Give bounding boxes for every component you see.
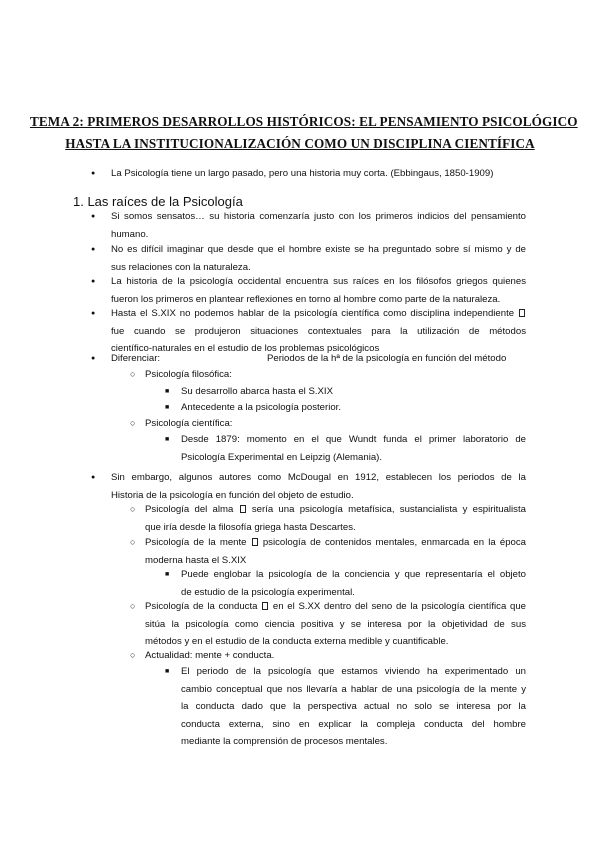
intro-text: La Psicología tiene un largo pasado, pero una historia muy corta. (Ebbingaus, 1850-1909) [111, 168, 494, 179]
paragraph-sxix: Hasta el S.XIX no podemos hablar de la psicología científica como disciplina independiente fue cuando se produjeron situaciones contextuales para la utilización de métodos científico-naturales en el estudio de los problemas psicológicos [111, 308, 526, 354]
mente-sub-item: Puede englobar la psicología de la conciencia y que representaría el objeto de estudio de la psicología experimental. [181, 569, 526, 598]
psicologia-conducta: Psicología de la conducta en el S.XX dentro del seno de la psicología científica que sitúa la psicología como ciencia positiva y se interesa por la objetividad de sus métodos y en el estudio de la conducta externa medible y cuantificable. [145, 601, 527, 647]
section-heading: 1. Las raíces de la Psicología [73, 194, 243, 209]
bullet-icon: ● [91, 310, 96, 317]
square-bullet-icon: ■ [165, 668, 170, 675]
circle-bullet-icon: ○ [130, 537, 136, 547]
arrow-placeholder-icon [262, 602, 268, 610]
paragraph-mcdougal: Sin embargo, algunos autores como McDougal en 1912, establecen los periodos de la Historia de la psicología en función del objeto de estudio. [111, 472, 526, 501]
arrow-placeholder-icon [519, 309, 525, 317]
circle-bullet-icon: ○ [130, 601, 136, 611]
filosofica-item-1: Su desarrollo abarca hasta el S.XIX [181, 386, 333, 397]
filosofica-label: Psicología filosófica: [145, 369, 232, 380]
square-bullet-icon: ■ [165, 571, 170, 578]
actualidad-sub-item: El periodo de la psicología que estamos viviendo ha experimentado un cambio conceptual que nos llevaría a hablar de una psicología de la mente y la conducta dado que la perspectiva actual no solo se interesa por la conducta externa, sino en explicar la compleja conducta del hombre mediante la comprensión de procesos mentales. [181, 666, 526, 747]
square-bullet-icon: ■ [165, 436, 170, 443]
psicologia-alma: Psicología del alma sería una psicología metafísica, sustancialista y espiritualista que iría desde la filosofía griega hasta Descartes. [145, 504, 526, 533]
circle-bullet-icon: ○ [130, 650, 136, 660]
square-bullet-icon: ■ [165, 388, 170, 395]
bullet-icon: ● [91, 355, 96, 362]
arrow-placeholder-icon [240, 505, 246, 513]
actualidad-label: Actualidad: mente + conducta. [145, 650, 275, 661]
cientifica-item-1: Desde 1879: momento en el que Wundt funda el primer laboratorio de Psicología Experimental en Leipzig (Alemania). [181, 434, 526, 463]
paragraph-raices: La historia de la psicología occidental encuentra sus raíces en los filósofos griegos quienes fueron los primeros en plantear reflexiones en torno al hombre como parte de la naturaleza. [111, 276, 526, 305]
diferenciar-label: Diferenciar: [111, 353, 161, 364]
square-bullet-icon: ■ [165, 404, 170, 411]
bullet-icon: ● [91, 474, 96, 481]
bullet-icon: ● [91, 170, 96, 177]
paragraph-hombre: No es difícil imaginar que desde que el hombre existe se ha preguntado sobre sí mismo y de sus relaciones con la naturaleza. [111, 244, 526, 273]
circle-bullet-icon: ○ [130, 418, 136, 428]
cientifica-label: Psicología científica: [145, 418, 233, 429]
bullet-icon: ● [91, 278, 96, 285]
circle-bullet-icon: ○ [130, 504, 136, 514]
arrow-placeholder-icon [252, 538, 258, 546]
paragraph-sensatos: Si somos sensatos… su historia comenzaría justo con los primeros indicios del pensamiento humano. [111, 211, 526, 240]
title-line-1: TEMA 2: PRIMEROS DESARROLLOS HISTÓRICOS: EL PENSAMIENTO PSICOLÓGICO [30, 114, 578, 129]
document-title [30, 111, 578, 155]
filosofica-item-2: Antecedente a la psicología posterior. [181, 402, 342, 413]
bullet-icon: ● [91, 246, 96, 253]
bullet-icon: ● [91, 213, 96, 220]
periodos-label: Periodos de la hª de la psicología en función del método [267, 353, 507, 364]
title-line-2: HASTA LA INSTITUCIONALIZACIÓN COMO UN DISCIPLINA CIENTÍFICA [65, 136, 535, 151]
circle-bullet-icon: ○ [130, 369, 136, 379]
psicologia-mente: Psicología de la mente psicología de contenidos mentales, enmarcada en la época moderna hasta el S.XIX [145, 537, 527, 566]
